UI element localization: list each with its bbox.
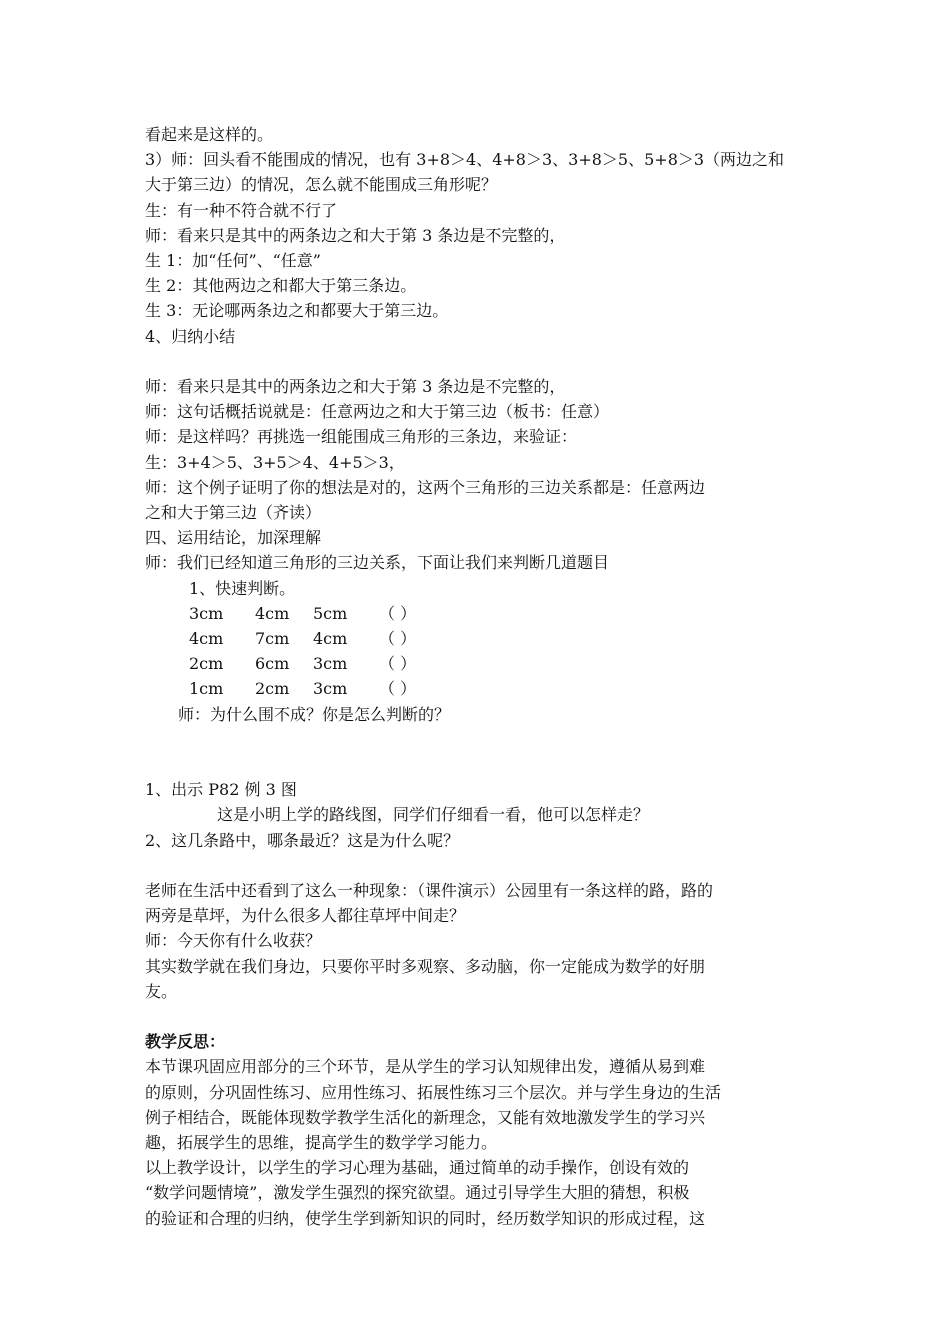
quiz-side-b: 2cm [255,679,290,699]
text-line: 师：我们已经知道三角形的三边关系，下面让我们来判断几道题目 [145,553,610,573]
quiz-answer-blank: （ ） [379,654,417,674]
text-line: 2、这几条路中，哪条最近？这是为什么呢？ [145,830,460,850]
document-body [145,122,815,1231]
blank-line [145,349,815,374]
blank-line [145,727,815,777]
text-line: 生 1：加“任何”、“任意” [145,251,321,271]
text-line: 师：看来只是其中的两条边之和大于第 3 条边是不完整的， [145,377,566,397]
text-line: 趣，拓展学生的思维，提高学生的数学学习能力。 [145,1133,498,1153]
text-line: 师：是这样吗？再挑选一组能围成三角形的三条边，来验证： [145,427,578,447]
text-line: 之和大于第三边（齐读） [145,503,322,523]
text-line: 师：今天你有什么收获？ [145,931,322,951]
text-line: 这是小明上学的路线图，同学们仔细看一看，他可以怎样走？ [217,805,650,825]
text-line: 两旁是草坪，为什么很多人都往草坪中间走？ [145,906,466,926]
text-line: 生：3+4＞5、3+5＞4、4+5＞3， [145,452,405,472]
quiz-side-a: 2cm [189,654,224,674]
text-line: 看起来是这样的。 [145,125,274,144]
quiz-side-c: 4cm [313,629,348,649]
text-line: 生 3：无论哪两条边之和都要大于第三边。 [145,301,449,321]
reflection-heading: 教学反思： [145,1032,226,1052]
quiz-side-a: 4cm [189,629,224,649]
section-heading: 四、运用结论，加深理解 [145,528,322,548]
text-line: 老师在生活中还看到了这么一种现象：（课件演示）公园里有一条这样的路，路的 [145,881,714,901]
text-line: “数学问题情境”，激发学生强烈的探究欲望。通过引导学生大胆的猜想，积极 [145,1183,690,1203]
text-line: 师：看来只是其中的两条边之和大于第 3 条边是不完整的， [145,225,566,245]
text-line: 1、出示 P82 例 3 图 [145,780,297,800]
text-line: 例子相结合，既能体现数学教学生活化的新理念，又能有效地激发学生的学习兴 [145,1107,706,1127]
quiz-row [145,626,815,651]
section-heading: 4、归纳小结 [145,326,236,346]
quiz-answer-blank: （ ） [379,679,417,699]
blank-line [145,853,815,878]
quiz-side-a: 1cm [189,679,224,699]
text-line: 生：有一种不符合就不行了 [145,200,338,220]
quiz-row [145,651,815,676]
quiz-side-c: 3cm [313,654,348,674]
quiz-heading: 1、快速判断。 [189,578,296,598]
quiz-side-c: 3cm [313,679,348,699]
quiz-answer-blank: （ ） [379,629,417,649]
blank-line [145,1004,815,1029]
text-line: 3）师：回头看不能围成的情况，也有 3+8＞4、4+8＞3、3+8＞5、5+8＞3（两边之和 [145,150,785,170]
text-line: 师：这句话概括说就是：任意两边之和大于第三边（板书：任意） [145,402,610,422]
text-line: 的原则，分巩固性练习、应用性练习、拓展性练习三个层次。并与学生身边的生活 [145,1082,722,1102]
quiz-row [145,601,815,626]
text-line: 友。 [145,981,178,1001]
quiz-side-a: 3cm [189,603,224,623]
text-line: 师：这个例子证明了你的想法是对的，这两个三角形的三边关系都是：任意两边 [145,477,706,497]
text-line: 大于第三边）的情况，怎么就不能围成三角形呢？ [145,175,498,195]
text-line: 师：为什么围不成？你是怎么判断的？ [178,704,451,724]
text-line: 本节课巩固应用部分的三个环节，是从学生的学习认知规律出发，遵循从易到难 [145,1057,706,1077]
quiz-answer-blank: （ ） [379,603,417,623]
text-line: 其实数学就在我们身边，只要你平时多观察、多动脑，你一定能成为数学的好朋 [145,956,706,976]
text-line: 生 2：其他两边之和都大于第三条边。 [145,276,417,296]
quiz-side-b: 6cm [255,654,290,674]
text-line: 的验证和合理的归纳，使学生学到新知识的同时，经历数学知识的形成过程，这 [145,1208,706,1228]
quiz-side-c: 5cm [313,603,348,623]
quiz-side-b: 7cm [255,629,290,649]
quiz-side-b: 4cm [255,603,290,623]
text-line: 以上教学设计，以学生的学习心理为基础，通过简单的动手操作，创设有效的 [145,1158,690,1178]
quiz-row [145,676,815,701]
